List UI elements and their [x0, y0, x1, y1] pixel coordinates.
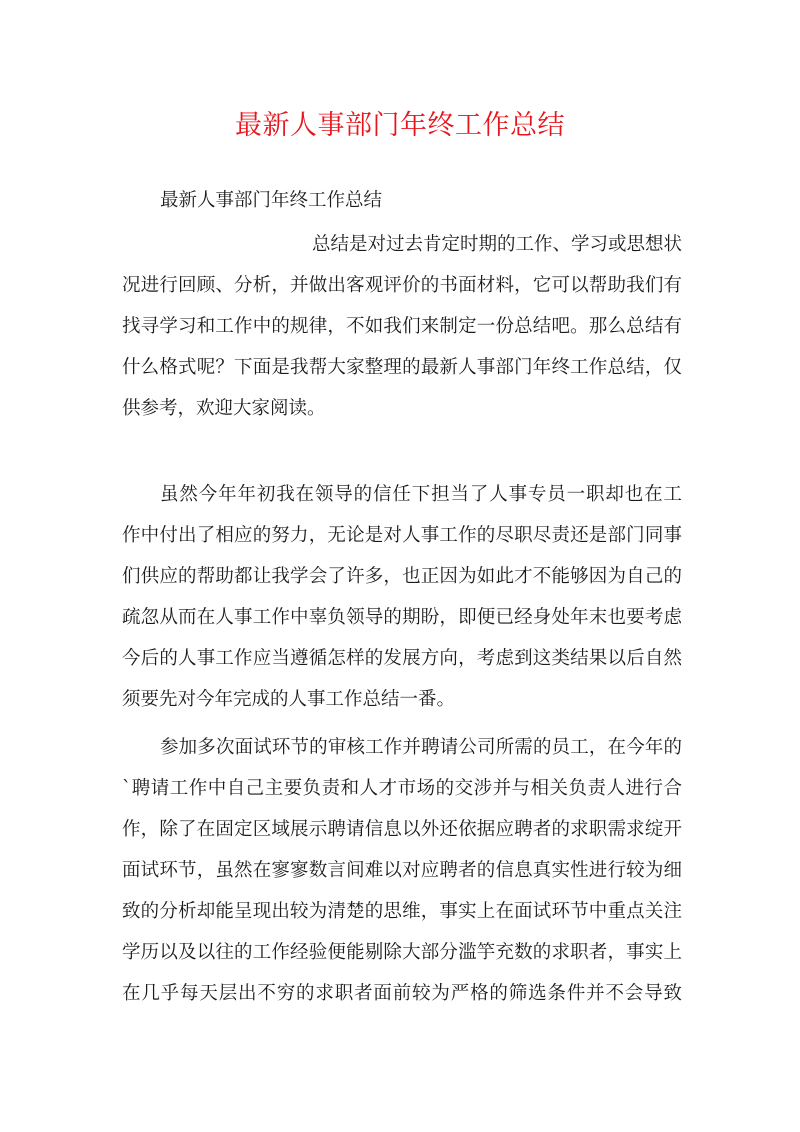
intro-line: 况进行回顾、分析，并做出客观评价的书面材料，它可以帮助我们有 — [122, 275, 682, 296]
paragraph-line: 须要先对今年完成的人事工作总结一番。 — [122, 689, 456, 710]
paragraph-line: 面试环节，虽然在寥寥数言间难以对应聘者的信息真实性进行较为细 — [122, 860, 682, 881]
paragraph-line: 参加多次面试环节的审核工作并聘请公司所需的员工，在今年的 — [160, 737, 682, 758]
intro-line: 什么格式呢？下面是我帮大家整理的最新人事部门年终工作总结，仅 — [122, 357, 682, 378]
paragraph-line: 疏忽从而在人事工作中辜负领导的期盼，即便已经身处年末也要考虑 — [122, 607, 682, 628]
paragraph-line: `聘请工作中自己主要负责和人才市场的交涉并与相关负责人进行合 — [122, 778, 682, 799]
paragraph-line: 在几乎每天层出不穷的求职者面前较为严格的筛选条件并不会导致 — [122, 983, 682, 1004]
paragraph-line: 虽然今年年初我在领导的信任下担当了人事专员一职却也在工 — [160, 484, 682, 505]
paragraph-line: 们供应的帮助都让我学会了许多，也正因为如此才不能够因为自己的 — [122, 566, 682, 587]
document-subtitle: 最新人事部门年终工作总结 — [160, 190, 383, 211]
paragraph-line: 今后的人事工作应当遵循怎样的发展方向，考虑到这类结果以后自然 — [122, 648, 682, 669]
intro-line: 总结是对过去肯定时期的工作、学习或思想状 — [312, 234, 683, 255]
document-title: 最新人事部门年终工作总结 — [235, 110, 565, 141]
paragraph-line: 学历以及以往的工作经验便能剔除大部分滥竽充数的求职者，事实上 — [122, 942, 682, 963]
paragraph-line: 作中付出了相应的努力，无论是对人事工作的尽职尽责还是部门同事 — [122, 525, 682, 546]
intro-line: 找寻学习和工作中的规律，不如我们来制定一份总结吧。那么总结有 — [122, 316, 682, 337]
paragraph-line: 致的分析却能呈现出较为清楚的思维，事实上在面试环节中重点关注 — [122, 901, 682, 922]
paragraph-line: 作，除了在固定区域展示聘请信息以外还依据应聘者的求职需求绽开 — [122, 819, 682, 840]
intro-line: 供参考，欢迎大家阅读。 — [122, 398, 326, 419]
